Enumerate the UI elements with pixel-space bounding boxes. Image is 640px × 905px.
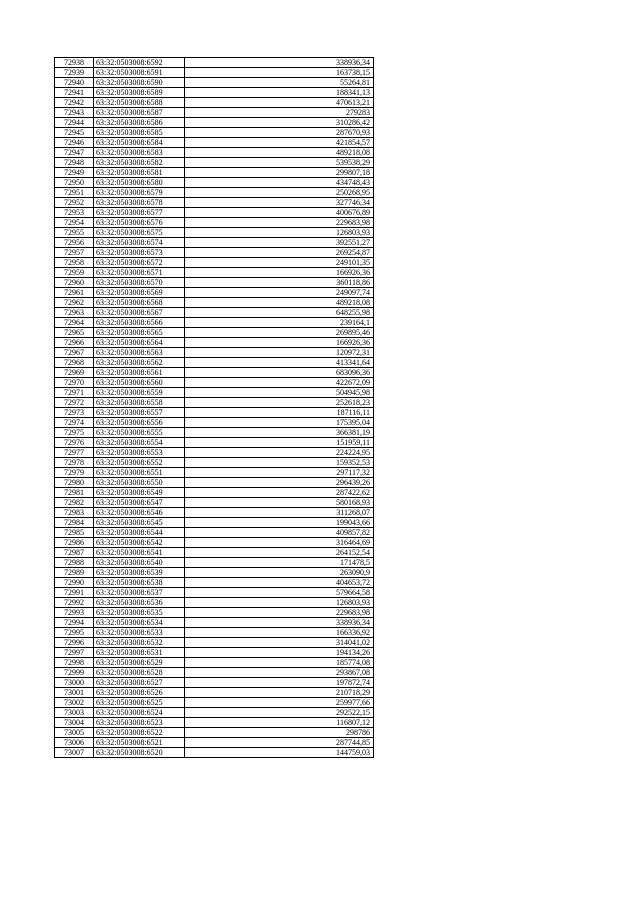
row-number-cell: 72943 bbox=[55, 108, 94, 118]
table-body bbox=[55, 58, 374, 758]
row-number-cell: 72973 bbox=[55, 408, 94, 418]
value-cell: 171478,5 bbox=[185, 558, 374, 568]
cadastral-number-cell: 63:32:0503008:6584 bbox=[94, 138, 185, 148]
value-cell: 229683,98 bbox=[185, 218, 374, 228]
table-row bbox=[55, 218, 374, 228]
cadastral-number-cell: 63:32:0503008:6568 bbox=[94, 298, 185, 308]
table-row bbox=[55, 338, 374, 348]
row-number-cell: 72974 bbox=[55, 418, 94, 428]
value-cell: 249101,35 bbox=[185, 258, 374, 268]
value-cell: 314041,02 bbox=[185, 638, 374, 648]
value-cell: 252618,23 bbox=[185, 398, 374, 408]
value-cell: 539538,29 bbox=[185, 158, 374, 168]
row-number-cell: 72944 bbox=[55, 118, 94, 128]
table-row bbox=[55, 618, 374, 628]
value-cell: 580168,93 bbox=[185, 498, 374, 508]
row-number-cell: 72997 bbox=[55, 648, 94, 658]
cadastral-number-cell: 63:32:0503008:6571 bbox=[94, 268, 185, 278]
cadastral-number-cell: 63:32:0503008:6581 bbox=[94, 168, 185, 178]
table-row bbox=[55, 708, 374, 718]
cadastral-number-cell: 63:32:0503008:6525 bbox=[94, 698, 185, 708]
row-number-cell: 72991 bbox=[55, 588, 94, 598]
row-number-cell: 72945 bbox=[55, 128, 94, 138]
cadastral-number-cell: 63:32:0503008:6579 bbox=[94, 188, 185, 198]
value-cell: 504945,98 bbox=[185, 388, 374, 398]
value-cell: 579664,58 bbox=[185, 588, 374, 598]
row-number-cell: 72965 bbox=[55, 328, 94, 338]
value-cell: 287744,85 bbox=[185, 738, 374, 748]
table-row bbox=[55, 528, 374, 538]
row-number-cell: 72954 bbox=[55, 218, 94, 228]
data-table bbox=[54, 57, 374, 758]
table-row bbox=[55, 558, 374, 568]
row-number-cell: 72979 bbox=[55, 468, 94, 478]
cadastral-number-cell: 63:32:0503008:6526 bbox=[94, 688, 185, 698]
cadastral-number-cell: 63:32:0503008:6565 bbox=[94, 328, 185, 338]
value-cell: 338936,34 bbox=[185, 618, 374, 628]
cadastral-number-cell: 63:32:0503008:6569 bbox=[94, 288, 185, 298]
value-cell: 194134,26 bbox=[185, 648, 374, 658]
value-cell: 175395,04 bbox=[185, 418, 374, 428]
table-row bbox=[55, 128, 374, 138]
value-cell: 166926,36 bbox=[185, 338, 374, 348]
row-number-cell: 72989 bbox=[55, 568, 94, 578]
value-cell: 421854,57 bbox=[185, 138, 374, 148]
row-number-cell: 72941 bbox=[55, 88, 94, 98]
row-number-cell: 72976 bbox=[55, 438, 94, 448]
value-cell: 287422,62 bbox=[185, 488, 374, 498]
table-row bbox=[55, 268, 374, 278]
row-number-cell: 72949 bbox=[55, 168, 94, 178]
cadastral-number-cell: 63:32:0503008:6522 bbox=[94, 728, 185, 738]
value-cell: 144759,03 bbox=[185, 748, 374, 758]
table-row bbox=[55, 508, 374, 518]
cadastral-number-cell: 63:32:0503008:6544 bbox=[94, 528, 185, 538]
cadastral-number-cell: 63:32:0503008:6528 bbox=[94, 668, 185, 678]
row-number-cell: 72993 bbox=[55, 608, 94, 618]
row-number-cell: 72981 bbox=[55, 488, 94, 498]
cadastral-number-cell: 63:32:0503008:6523 bbox=[94, 718, 185, 728]
row-number-cell: 73006 bbox=[55, 738, 94, 748]
cadastral-number-cell: 63:32:0503008:6547 bbox=[94, 498, 185, 508]
row-number-cell: 73003 bbox=[55, 708, 94, 718]
cadastral-number-cell: 63:32:0503008:6592 bbox=[94, 58, 185, 68]
row-number-cell: 72987 bbox=[55, 548, 94, 558]
table-row bbox=[55, 718, 374, 728]
table-row bbox=[55, 208, 374, 218]
table-row bbox=[55, 308, 374, 318]
cadastral-number-cell: 63:32:0503008:6553 bbox=[94, 448, 185, 458]
row-number-cell: 72998 bbox=[55, 658, 94, 668]
table-row bbox=[55, 188, 374, 198]
cadastral-number-cell: 63:32:0503008:6550 bbox=[94, 478, 185, 488]
cadastral-number-cell: 63:32:0503008:6574 bbox=[94, 238, 185, 248]
cadastral-number-cell: 63:32:0503008:6532 bbox=[94, 638, 185, 648]
value-cell: 210718,29 bbox=[185, 688, 374, 698]
table-row bbox=[55, 108, 374, 118]
table-row bbox=[55, 408, 374, 418]
value-cell: 159352,53 bbox=[185, 458, 374, 468]
value-cell: 338936,34 bbox=[185, 58, 374, 68]
cadastral-number-cell: 63:32:0503008:6554 bbox=[94, 438, 185, 448]
row-number-cell: 72988 bbox=[55, 558, 94, 568]
row-number-cell: 72951 bbox=[55, 188, 94, 198]
row-number-cell: 73001 bbox=[55, 688, 94, 698]
cadastral-number-cell: 63:32:0503008:6563 bbox=[94, 348, 185, 358]
row-number-cell: 73000 bbox=[55, 678, 94, 688]
cadastral-number-cell: 63:32:0503008:6551 bbox=[94, 468, 185, 478]
row-number-cell: 72942 bbox=[55, 98, 94, 108]
value-cell: 360118,86 bbox=[185, 278, 374, 288]
value-cell: 279283 bbox=[185, 108, 374, 118]
value-cell: 648255,98 bbox=[185, 308, 374, 318]
table-row bbox=[55, 328, 374, 338]
table-row bbox=[55, 118, 374, 128]
table-row bbox=[55, 478, 374, 488]
table-row bbox=[55, 498, 374, 508]
row-number-cell: 72955 bbox=[55, 228, 94, 238]
cadastral-number-cell: 63:32:0503008:6552 bbox=[94, 458, 185, 468]
value-cell: 311268,07 bbox=[185, 508, 374, 518]
cadastral-number-cell: 63:32:0503008:6567 bbox=[94, 308, 185, 318]
cadastral-number-cell: 63:32:0503008:6527 bbox=[94, 678, 185, 688]
value-cell: 287670,93 bbox=[185, 128, 374, 138]
value-cell: 55264,81 bbox=[185, 78, 374, 88]
cadastral-number-cell: 63:32:0503008:6545 bbox=[94, 518, 185, 528]
cadastral-number-cell: 63:32:0503008:6531 bbox=[94, 648, 185, 658]
table-row bbox=[55, 288, 374, 298]
table-row bbox=[55, 258, 374, 268]
table-row bbox=[55, 658, 374, 668]
row-number-cell: 72957 bbox=[55, 248, 94, 258]
value-cell: 422672,09 bbox=[185, 378, 374, 388]
table-row bbox=[55, 548, 374, 558]
row-number-cell: 72985 bbox=[55, 528, 94, 538]
row-number-cell: 72959 bbox=[55, 268, 94, 278]
row-number-cell: 72939 bbox=[55, 68, 94, 78]
table-row bbox=[55, 608, 374, 618]
table-row bbox=[55, 418, 374, 428]
cadastral-number-cell: 63:32:0503008:6529 bbox=[94, 658, 185, 668]
table-row bbox=[55, 348, 374, 358]
table-row bbox=[55, 438, 374, 448]
cadastral-number-cell: 63:32:0503008:6572 bbox=[94, 258, 185, 268]
value-cell: 489218,08 bbox=[185, 148, 374, 158]
row-number-cell: 72947 bbox=[55, 148, 94, 158]
table-row bbox=[55, 428, 374, 438]
value-cell: 263090,9 bbox=[185, 568, 374, 578]
cadastral-number-cell: 63:32:0503008:6536 bbox=[94, 598, 185, 608]
value-cell: 316464,69 bbox=[185, 538, 374, 548]
table-row bbox=[55, 688, 374, 698]
row-number-cell: 72980 bbox=[55, 478, 94, 488]
cadastral-number-cell: 63:32:0503008:6580 bbox=[94, 178, 185, 188]
cadastral-number-cell: 63:32:0503008:6578 bbox=[94, 198, 185, 208]
cadastral-number-cell: 63:32:0503008:6575 bbox=[94, 228, 185, 238]
table-row bbox=[55, 468, 374, 478]
value-cell: 116807,12 bbox=[185, 718, 374, 728]
value-cell: 392551,27 bbox=[185, 238, 374, 248]
table-row bbox=[55, 518, 374, 528]
cadastral-number-cell: 63:32:0503008:6557 bbox=[94, 408, 185, 418]
table-row bbox=[55, 488, 374, 498]
cadastral-number-cell: 63:32:0503008:6577 bbox=[94, 208, 185, 218]
row-number-cell: 72964 bbox=[55, 318, 94, 328]
table-row bbox=[55, 278, 374, 288]
table-row bbox=[55, 168, 374, 178]
table-row bbox=[55, 628, 374, 638]
row-number-cell: 72978 bbox=[55, 458, 94, 468]
cadastral-number-cell: 63:32:0503008:6555 bbox=[94, 428, 185, 438]
row-number-cell: 72984 bbox=[55, 518, 94, 528]
row-number-cell: 72992 bbox=[55, 598, 94, 608]
row-number-cell: 73005 bbox=[55, 728, 94, 738]
value-cell: 163738,15 bbox=[185, 68, 374, 78]
row-number-cell: 72962 bbox=[55, 298, 94, 308]
cadastral-number-cell: 63:32:0503008:6588 bbox=[94, 98, 185, 108]
row-number-cell: 72961 bbox=[55, 288, 94, 298]
cadastral-number-cell: 63:32:0503008:6583 bbox=[94, 148, 185, 158]
table-row bbox=[55, 598, 374, 608]
cadastral-number-cell: 63:32:0503008:6558 bbox=[94, 398, 185, 408]
row-number-cell: 72960 bbox=[55, 278, 94, 288]
value-cell: 409857,82 bbox=[185, 528, 374, 538]
row-number-cell: 72996 bbox=[55, 638, 94, 648]
value-cell: 166336,92 bbox=[185, 628, 374, 638]
value-cell: 199043,66 bbox=[185, 518, 374, 528]
row-number-cell: 72968 bbox=[55, 358, 94, 368]
cadastral-number-cell: 63:32:0503008:6589 bbox=[94, 88, 185, 98]
table-row bbox=[55, 578, 374, 588]
table-row bbox=[55, 178, 374, 188]
row-number-cell: 72953 bbox=[55, 208, 94, 218]
row-number-cell: 72972 bbox=[55, 398, 94, 408]
value-cell: 296439,26 bbox=[185, 478, 374, 488]
value-cell: 269895,46 bbox=[185, 328, 374, 338]
value-cell: 327746,34 bbox=[185, 198, 374, 208]
cadastral-number-cell: 63:32:0503008:6521 bbox=[94, 738, 185, 748]
row-number-cell: 72938 bbox=[55, 58, 94, 68]
row-number-cell: 72999 bbox=[55, 668, 94, 678]
table-row bbox=[55, 388, 374, 398]
row-number-cell: 72966 bbox=[55, 338, 94, 348]
row-number-cell: 72990 bbox=[55, 578, 94, 588]
value-cell: 249097,74 bbox=[185, 288, 374, 298]
table-row bbox=[55, 738, 374, 748]
cadastral-number-cell: 63:32:0503008:6541 bbox=[94, 548, 185, 558]
table-row bbox=[55, 378, 374, 388]
table-row bbox=[55, 358, 374, 368]
table-row bbox=[55, 638, 374, 648]
table-row bbox=[55, 88, 374, 98]
value-cell: 120972,31 bbox=[185, 348, 374, 358]
cadastral-number-cell: 63:32:0503008:6549 bbox=[94, 488, 185, 498]
row-number-cell: 72994 bbox=[55, 618, 94, 628]
value-cell: 250268,95 bbox=[185, 188, 374, 198]
row-number-cell: 72982 bbox=[55, 498, 94, 508]
value-cell: 239164,1 bbox=[185, 318, 374, 328]
cadastral-number-cell: 63:32:0503008:6585 bbox=[94, 128, 185, 138]
value-cell: 413341,64 bbox=[185, 358, 374, 368]
table-row bbox=[55, 368, 374, 378]
table-row bbox=[55, 698, 374, 708]
value-cell: 126803,93 bbox=[185, 598, 374, 608]
row-number-cell: 72975 bbox=[55, 428, 94, 438]
value-cell: 187116,11 bbox=[185, 408, 374, 418]
table-row bbox=[55, 568, 374, 578]
value-cell: 197872,74 bbox=[185, 678, 374, 688]
cadastral-number-cell: 63:32:0503008:6556 bbox=[94, 418, 185, 428]
cadastral-number-cell: 63:32:0503008:6542 bbox=[94, 538, 185, 548]
table-row bbox=[55, 138, 374, 148]
row-number-cell: 72995 bbox=[55, 628, 94, 638]
row-number-cell: 73002 bbox=[55, 698, 94, 708]
table-row bbox=[55, 448, 374, 458]
value-cell: 259977,66 bbox=[185, 698, 374, 708]
value-cell: 404653,72 bbox=[185, 578, 374, 588]
table-row bbox=[55, 58, 374, 68]
cadastral-number-cell: 63:32:0503008:6560 bbox=[94, 378, 185, 388]
row-number-cell: 72952 bbox=[55, 198, 94, 208]
row-number-cell: 72956 bbox=[55, 238, 94, 248]
value-cell: 489218,08 bbox=[185, 298, 374, 308]
value-cell: 269254,87 bbox=[185, 248, 374, 258]
row-number-cell: 72970 bbox=[55, 378, 94, 388]
cadastral-number-cell: 63:32:0503008:6562 bbox=[94, 358, 185, 368]
cadastral-number-cell: 63:32:0503008:6570 bbox=[94, 278, 185, 288]
table-row bbox=[55, 398, 374, 408]
table-row bbox=[55, 238, 374, 248]
table-row bbox=[55, 458, 374, 468]
table-row bbox=[55, 728, 374, 738]
value-cell: 366381,19 bbox=[185, 428, 374, 438]
table-row bbox=[55, 538, 374, 548]
value-cell: 299807,18 bbox=[185, 168, 374, 178]
table-row bbox=[55, 98, 374, 108]
value-cell: 298786 bbox=[185, 728, 374, 738]
row-number-cell: 72969 bbox=[55, 368, 94, 378]
value-cell: 126803,93 bbox=[185, 228, 374, 238]
cadastral-number-cell: 63:32:0503008:6561 bbox=[94, 368, 185, 378]
row-number-cell: 72946 bbox=[55, 138, 94, 148]
value-cell: 434748,43 bbox=[185, 178, 374, 188]
value-cell: 166926,36 bbox=[185, 268, 374, 278]
cadastral-number-cell: 63:32:0503008:6582 bbox=[94, 158, 185, 168]
cadastral-number-cell: 63:32:0503008:6539 bbox=[94, 568, 185, 578]
table-row bbox=[55, 78, 374, 88]
value-cell: 297117,32 bbox=[185, 468, 374, 478]
row-number-cell: 73007 bbox=[55, 748, 94, 758]
cadastral-number-cell: 63:32:0503008:6534 bbox=[94, 618, 185, 628]
cadastral-number-cell: 63:32:0503008:6520 bbox=[94, 748, 185, 758]
cadastral-number-cell: 63:32:0503008:6546 bbox=[94, 508, 185, 518]
value-cell: 188341,13 bbox=[185, 88, 374, 98]
table-row bbox=[55, 678, 374, 688]
cadastral-number-cell: 63:32:0503008:6573 bbox=[94, 248, 185, 258]
cadastral-number-cell: 63:32:0503008:6538 bbox=[94, 578, 185, 588]
table-row bbox=[55, 648, 374, 658]
row-number-cell: 72986 bbox=[55, 538, 94, 548]
value-cell: 264152,54 bbox=[185, 548, 374, 558]
row-number-cell: 72948 bbox=[55, 158, 94, 168]
row-number-cell: 72971 bbox=[55, 388, 94, 398]
table-row bbox=[55, 158, 374, 168]
value-cell: 292522,15 bbox=[185, 708, 374, 718]
cadastral-number-cell: 63:32:0503008:6591 bbox=[94, 68, 185, 78]
table-row bbox=[55, 198, 374, 208]
row-number-cell: 72940 bbox=[55, 78, 94, 88]
row-number-cell: 72967 bbox=[55, 348, 94, 358]
cadastral-number-cell: 63:32:0503008:6524 bbox=[94, 708, 185, 718]
value-cell: 151959,11 bbox=[185, 438, 374, 448]
table-row bbox=[55, 228, 374, 238]
table-row bbox=[55, 68, 374, 78]
cadastral-number-cell: 63:32:0503008:6576 bbox=[94, 218, 185, 228]
value-cell: 470613,21 bbox=[185, 98, 374, 108]
cadastral-number-cell: 63:32:0503008:6559 bbox=[94, 388, 185, 398]
row-number-cell: 72963 bbox=[55, 308, 94, 318]
cadastral-number-cell: 63:32:0503008:6564 bbox=[94, 338, 185, 348]
cadastral-number-cell: 63:32:0503008:6587 bbox=[94, 108, 185, 118]
cadastral-number-cell: 63:32:0503008:6586 bbox=[94, 118, 185, 128]
value-cell: 400676,89 bbox=[185, 208, 374, 218]
cadastral-number-cell: 63:32:0503008:6537 bbox=[94, 588, 185, 598]
table-row bbox=[55, 248, 374, 258]
table-row bbox=[55, 748, 374, 758]
row-number-cell: 72977 bbox=[55, 448, 94, 458]
cadastral-number-cell: 63:32:0503008:6590 bbox=[94, 78, 185, 88]
cadastral-number-cell: 63:32:0503008:6540 bbox=[94, 558, 185, 568]
row-number-cell: 73004 bbox=[55, 718, 94, 728]
row-number-cell: 72983 bbox=[55, 508, 94, 518]
value-cell: 310286,42 bbox=[185, 118, 374, 128]
row-number-cell: 72958 bbox=[55, 258, 94, 268]
table-row bbox=[55, 298, 374, 308]
value-cell: 224224,95 bbox=[185, 448, 374, 458]
value-cell: 683096,36 bbox=[185, 368, 374, 378]
table-row bbox=[55, 148, 374, 158]
cadastral-number-cell: 63:32:0503008:6566 bbox=[94, 318, 185, 328]
value-cell: 229683,98 bbox=[185, 608, 374, 618]
value-cell: 293867,08 bbox=[185, 668, 374, 678]
table-row bbox=[55, 588, 374, 598]
value-cell: 185774,08 bbox=[185, 658, 374, 668]
cadastral-number-cell: 63:32:0503008:6535 bbox=[94, 608, 185, 618]
cadastral-number-cell: 63:32:0503008:6533 bbox=[94, 628, 185, 638]
table-row bbox=[55, 668, 374, 678]
row-number-cell: 72950 bbox=[55, 178, 94, 188]
table-row bbox=[55, 318, 374, 328]
